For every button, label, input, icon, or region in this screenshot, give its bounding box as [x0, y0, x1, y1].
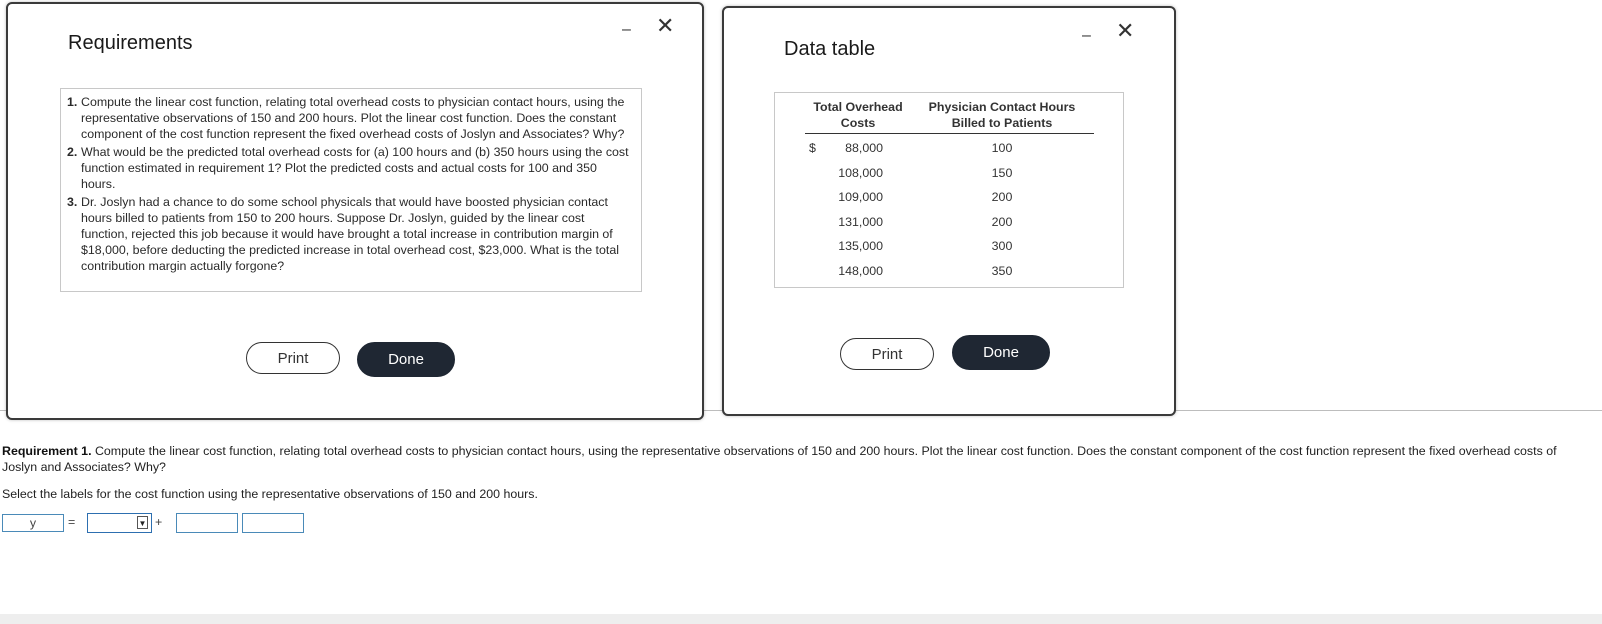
- table-cell-hours: 200: [991, 214, 1013, 229]
- table-cell-cost: 109,000: [838, 190, 883, 204]
- requirements-list-box: [60, 88, 642, 292]
- print-button[interactable]: Print: [246, 342, 340, 374]
- minimize-button[interactable]: –: [622, 21, 631, 38]
- table-cell-hours: 300: [991, 239, 1013, 253]
- answer-input-2[interactable]: [242, 513, 304, 533]
- chevron-down-icon: ▼: [137, 516, 148, 529]
- answer-input-1[interactable]: [176, 513, 238, 533]
- done-button[interactable]: Done: [357, 342, 455, 377]
- requirement-text: What would be the predicted total overhead costs for (a) 100 hours and (b) 350 hours using the cost function estimated in requirement 1? Plot the predicted costs and actual costs for 100 and 350 hours.: [81, 145, 629, 191]
- requirement-question: [2, 443, 1592, 475]
- requirement-text: Compute the linear cost function, relating total overhead costs to physician contact hours, using the representative observations of 150 and 200 hours. Plot the linear cost function. Does the constant component of the cost function represent the fixed overhead costs of Joslyn and Associates? Why?: [81, 95, 625, 141]
- requirement-item: [67, 194, 631, 274]
- table-cell-cost: 148,000: [838, 263, 883, 278]
- requirements-list: [67, 94, 631, 274]
- data-table: [774, 92, 1124, 288]
- table-cell-cost: 135,000: [838, 239, 883, 253]
- minimize-button[interactable]: –: [1082, 27, 1091, 44]
- table-cell-cost: 108,000: [838, 165, 883, 180]
- requirement-text: Dr. Joslyn had a chance to do some school physicals that would have boosted physician contact hours billed to patients from 150 to 200 hours. Suppose Dr. Joslyn, guided by the linear cost function, rejected this job because it would have brought a total increase in contribution margin of $18,000, before deducting the predicted increase in total overhead cost, $23,000. What is the total contribution margin actually forgone?: [81, 195, 619, 273]
- column-header-overhead-costs: Total Overhead Costs: [813, 100, 903, 130]
- table-cell-hours: 350: [991, 263, 1013, 278]
- requirement-number: 1.: [67, 95, 78, 109]
- close-button[interactable]: ✕: [1116, 18, 1135, 43]
- done-button[interactable]: Done: [952, 335, 1050, 370]
- requirement-item: [67, 94, 631, 142]
- table-cell-hours: 150: [991, 165, 1013, 180]
- requirement-text: Compute the linear cost function, relating total overhead costs to physician contact hours, using the representative observations of 150 and 200 hours. Plot the linear cost function. Does the constant component of the cost function represent the fixed overhead costs of Joslyn and Associates? Why?: [2, 444, 1557, 474]
- requirement-item: [67, 144, 631, 192]
- table-cell-hours: 100: [991, 141, 1013, 155]
- requirements-dialog: [6, 2, 704, 420]
- column-header-contact-hours: Physician Contact Hours Billed to Patients: [928, 100, 1076, 130]
- instruction-prompt: Select the labels for the cost function using the representative observations of 150 and 200 hours.: [2, 487, 538, 501]
- requirement-number: 2.: [67, 145, 78, 159]
- plus-sign: +: [155, 515, 163, 529]
- table-cell-cost: 131,000: [838, 214, 883, 229]
- close-button[interactable]: ✕: [656, 13, 675, 38]
- requirements-title: Requirements: [68, 32, 193, 54]
- requirement-label: Requirement 1.: [2, 444, 92, 458]
- header-underline: [805, 133, 1094, 134]
- footer-strip: [0, 614, 1602, 624]
- requirement-number: 3.: [67, 195, 78, 209]
- y-label-field[interactable]: y: [2, 514, 64, 532]
- print-button[interactable]: Print: [840, 338, 934, 370]
- table-cell-hours: 200: [991, 190, 1013, 204]
- data-table-title: Data table: [784, 38, 876, 60]
- table-cell-cost: 88,000: [845, 141, 883, 155]
- currency-symbol: $: [809, 141, 816, 155]
- cost-function-dropdown[interactable]: [87, 513, 152, 533]
- equals-sign: =: [68, 515, 76, 529]
- data-table-dialog: [722, 6, 1176, 416]
